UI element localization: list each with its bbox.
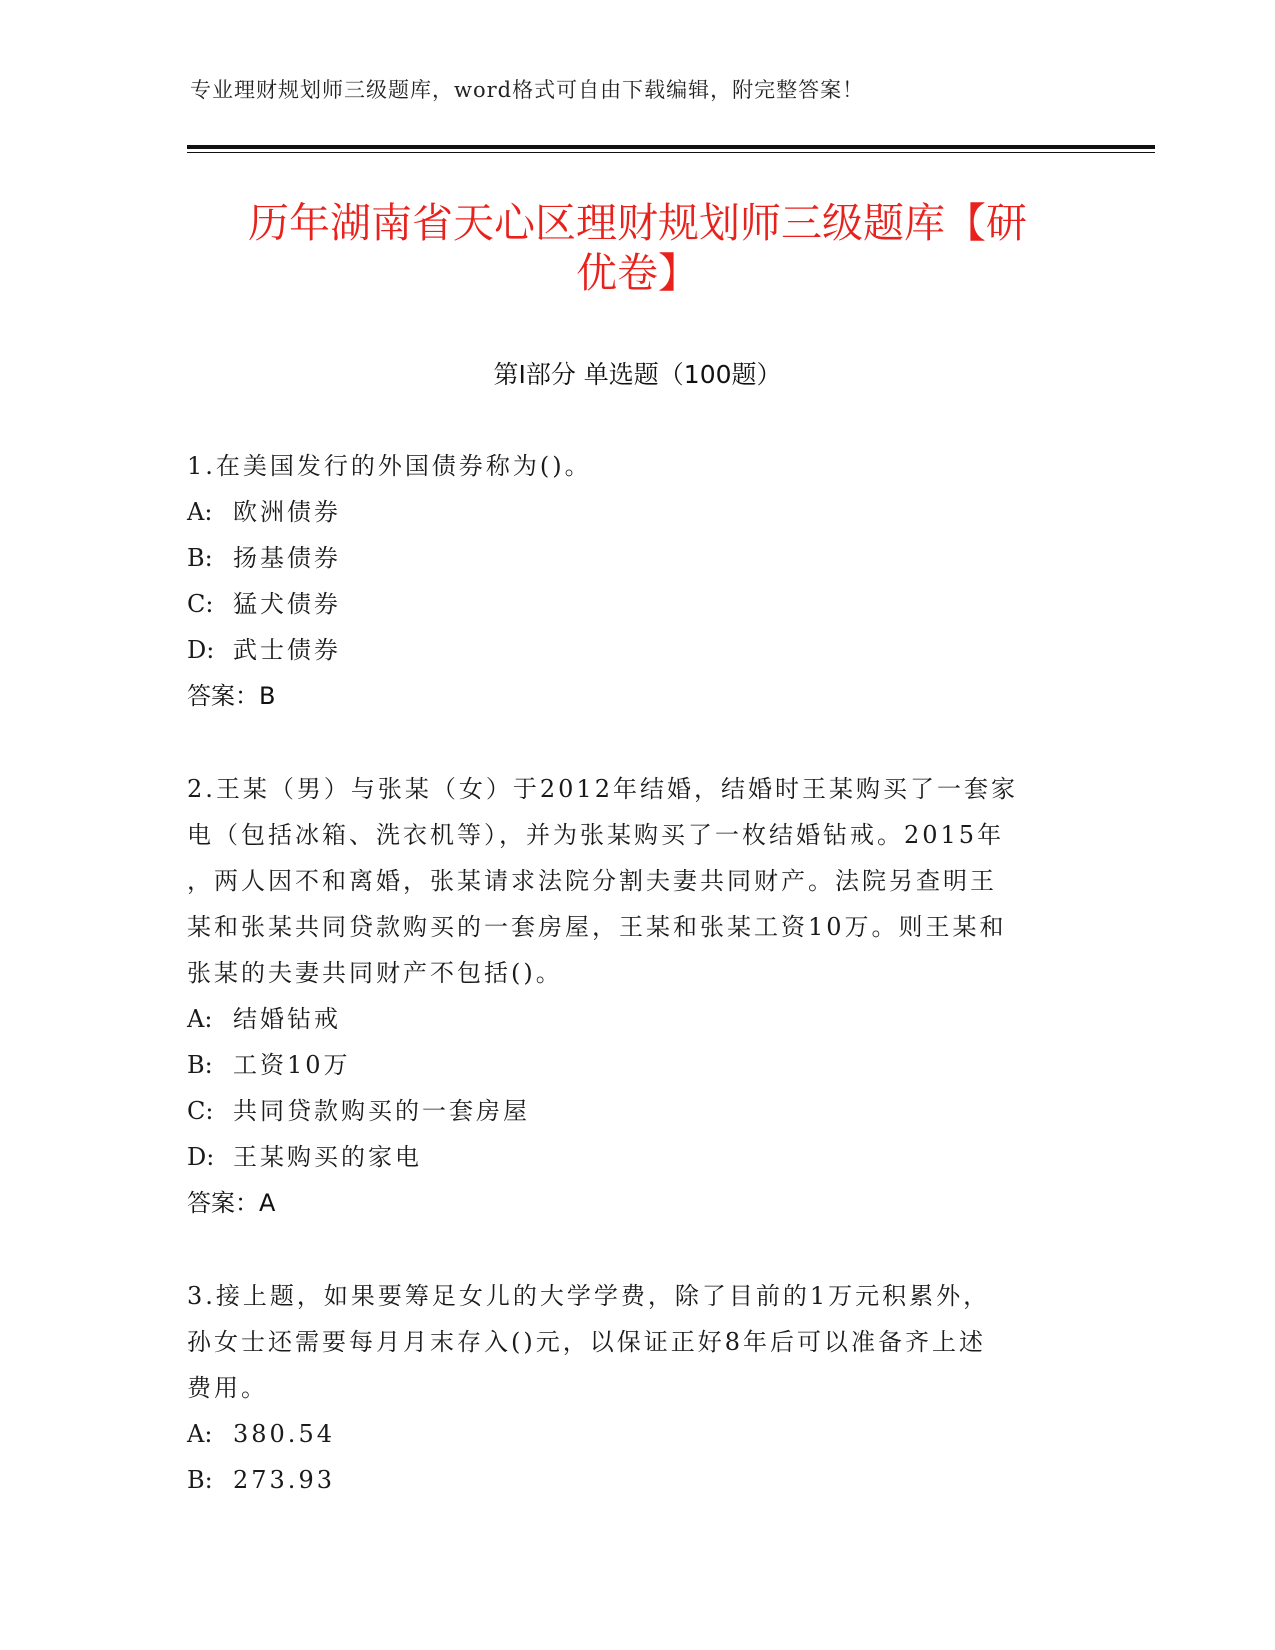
option-a (187, 489, 1087, 535)
option-d (187, 1134, 1087, 1180)
option-letter: D: (187, 636, 215, 664)
option-text: 王某购买的家电 (233, 1143, 422, 1171)
option-a (187, 996, 1087, 1042)
answer-line: 答案：B (187, 682, 276, 710)
option-d (187, 627, 1087, 673)
option-letter: C: (187, 590, 214, 618)
question-2 (187, 766, 1087, 1226)
option-b (187, 1042, 1087, 1088)
option-text: 武士债券 (233, 636, 341, 664)
document-title (190, 198, 1085, 298)
option-text: 380.54 (233, 1420, 335, 1448)
option-letter: B: (187, 544, 213, 572)
option-text: 结婚钻戒 (233, 1005, 341, 1033)
question-text: 张某的夫妻共同财产不包括()。 (187, 959, 563, 987)
option-letter: A: (187, 1420, 213, 1448)
option-letter: B: (187, 1466, 213, 1494)
question-text: ，两人因不和离婚，张某请求法院分割夫妻共同财产。法院另查明王 (187, 867, 997, 895)
option-text: 273.93 (233, 1466, 335, 1494)
option-c (187, 1088, 1087, 1134)
option-text: 扬基债券 (233, 544, 341, 572)
option-text: 欧洲债券 (233, 498, 341, 526)
question-3 (187, 1273, 1087, 1503)
title-line-2: 优卷】 (576, 249, 699, 297)
option-text: 共同贷款购买的一套房屋 (233, 1097, 530, 1125)
question-text: 3.接上题，如果要筹足女儿的大学学费，除了目前的1万元积累外， (187, 1282, 991, 1310)
header-divider-thin (187, 152, 1155, 153)
option-text: 猛犬债券 (233, 590, 341, 618)
option-a (187, 1411, 1087, 1457)
question-text: 2.王某（男）与张某（女）于2012年结婚，结婚时王某购买了一套家 (187, 775, 1018, 803)
answer-line: 答案：A (187, 1189, 276, 1217)
header-divider (187, 145, 1155, 149)
option-c (187, 581, 1087, 627)
question-text: 某和张某共同贷款购买的一套房屋，王某和张某工资10万。则王某和 (187, 913, 1007, 941)
option-letter: A: (187, 498, 213, 526)
option-letter: C: (187, 1097, 214, 1125)
question-text: 费用。 (187, 1374, 268, 1402)
option-letter: B: (187, 1051, 213, 1079)
section-title: 第I部分 单选题（100题） (493, 360, 782, 389)
option-letter: A: (187, 1005, 213, 1033)
option-letter: D: (187, 1143, 215, 1171)
option-b (187, 1457, 1087, 1503)
question-list (187, 443, 1087, 1550)
question-text: 孙女士还需要每月月末存入()元，以保证正好8年后可以准备齐上述 (187, 1328, 986, 1356)
option-text: 工资10万 (233, 1051, 351, 1079)
title-line-1: 历年湖南省天心区理财规划师三级题库【研 (248, 199, 1027, 247)
question-text: 电（包括冰箱、洗衣机等），并为张某购买了一枚结婚钻戒。2015年 (187, 821, 1005, 849)
option-b (187, 535, 1087, 581)
question-text: 1.在美国发行的外国债券称为()。 (187, 452, 592, 480)
header-note: 专业理财规划师三级题库，word格式可自由下载编辑，附完整答案！ (190, 78, 865, 102)
question-1 (187, 443, 1087, 719)
